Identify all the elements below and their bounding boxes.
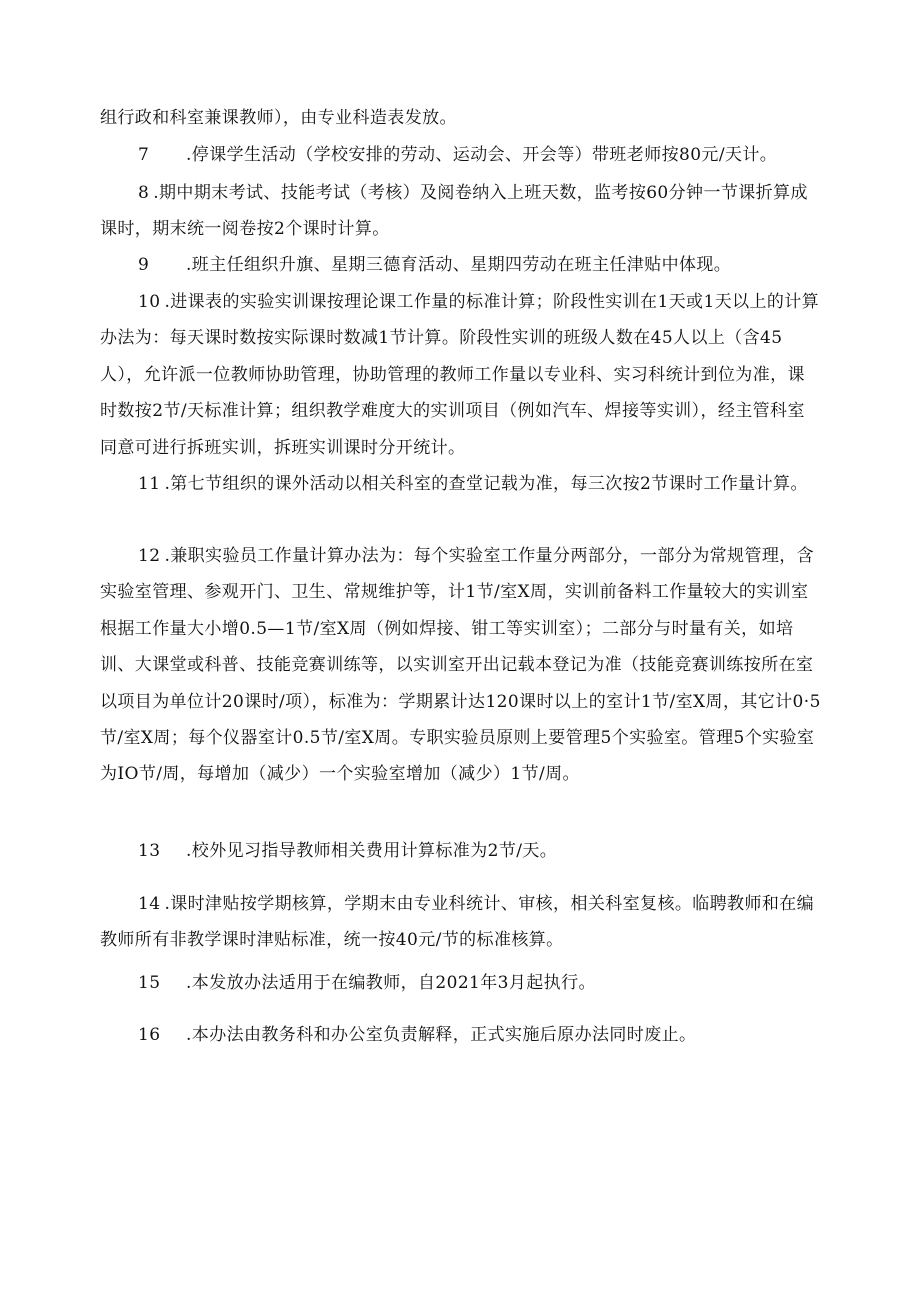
item-number: 14 [138, 894, 161, 914]
paragraph-item-7 [100, 137, 822, 173]
item-number: 7 [138, 145, 150, 165]
paragraph-item-12 [100, 538, 822, 793]
paragraph-text: .本办法由教务科和办公室负责解释，正式实施后原办法同时废止。 [186, 1025, 697, 1045]
paragraph-item-13 [100, 833, 822, 869]
paragraph-text: .本发放办法适用于在编教师，自2021年3月起执行。 [186, 973, 596, 993]
item-number: 12 [138, 546, 161, 566]
paragraph-text: .校外见习指导教师相关费用计算标准为2节/天。 [186, 841, 558, 861]
paragraph-item-15 [100, 965, 822, 1001]
paragraph-text: .期中期末考试、技能考试（考核）及阅卷纳入上班天数，监考按60分钟一节课折算成课时，期末统一阅卷按2个课时计算。 [100, 183, 808, 240]
item-number: 15 [138, 973, 161, 993]
item-number: 8 [138, 183, 150, 203]
paragraph-text: .课时津贴按学期核算，学期末由专业科统计、审核，相关科室复核。临聘教师和在编教师所有非教学课时津贴标准，统一按40元/节的标准核算。 [100, 894, 815, 951]
item-number: 10 [138, 292, 161, 312]
item-number: 11 [138, 474, 161, 494]
paragraph-text: 组行政和科室兼课教师），由专业科造表发放。 [100, 108, 457, 128]
item-number: 16 [138, 1025, 161, 1045]
paragraph-item-16 [100, 1017, 822, 1053]
paragraph-text: .班主任组织升旗、星期三德育活动、星期四劳动在班主任津贴中体现。 [186, 255, 732, 275]
paragraph-continuation [100, 100, 822, 136]
paragraph-item-9 [100, 247, 822, 283]
item-number: 13 [138, 841, 161, 861]
paragraph-item-14 [100, 886, 822, 959]
paragraph-text: .第七节组织的课外活动以相关科室的查堂记载为准，每三次按2节课时工作量计算。 [164, 474, 808, 494]
item-number: 9 [138, 255, 150, 275]
paragraph-text: .进课表的实验实训课按理论课工作量的标准计算；阶段性实训在1天或1天以上的计算办法为：每天课时数按实际课时数减1节计算。阶段性实训的班级人数在45人以上（含45人），允许派一位教师协助管理，协助管理的教师工作量以专业科、实习科统计到位为准，课时数按2节/天标准计算；组织教学难度大的实训项目（例如汽车、焊接等实训），经主管科室同意可进行拆班实训，拆班实训课时分开统计。 [100, 292, 820, 458]
paragraph-item-8 [100, 175, 822, 248]
paragraph-item-11 [100, 466, 822, 502]
paragraph-item-10 [100, 284, 822, 466]
paragraph-text: .兼职实验员工作量计算办法为：每个实验室工作量分两部分，一部分为常规管理，含实验室管理、参观开门、卫生、常规维护等，计1节/室X周，实训前备料工作量较大的实训室根据工作量大小增0.5—1节/室X周（例如焊接、钳工等实训室）；二部分与时量有关，如培训、大课堂或科普、技能竞赛训练等，以实训室开出记载本登记为准（技能竞赛训练按所在室以项目为单位计20课时/项），标准为：学期累计达120课时以上的室计1节/室X周，其它计0·5节/室X周；每个仪器室计0.5节/室X周。专职实验员原则上要管理5个实验室。管理5个实验室为IO节/周，每增加（减少）一个实验室增加（减少）1节/周。 [100, 546, 821, 785]
paragraph-text: .停课学生活动（学校安排的劳动、运动会、开会等）带班老师按80元/天计。 [186, 145, 778, 165]
